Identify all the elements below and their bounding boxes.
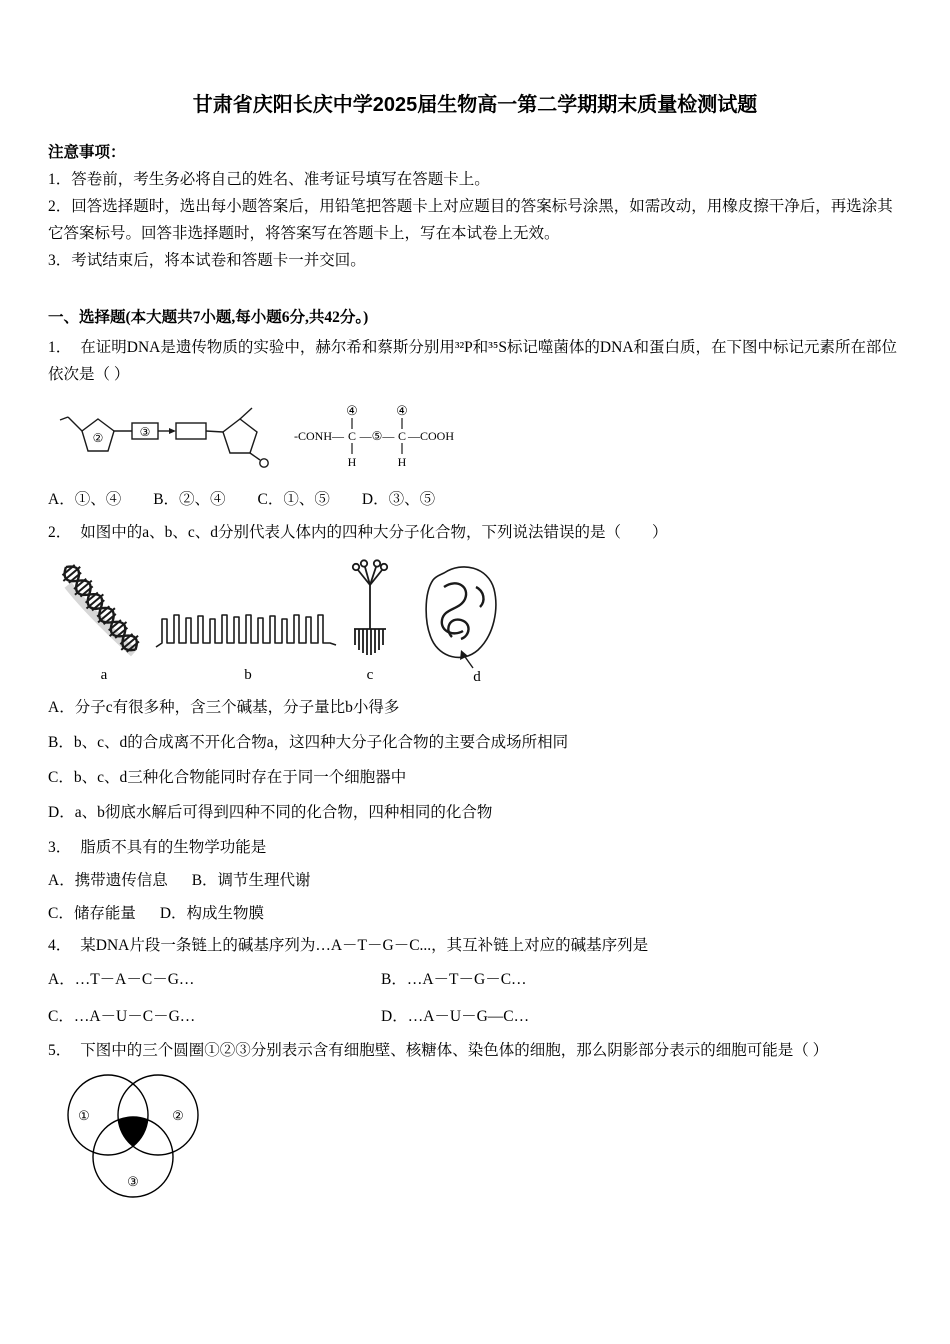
q4-option-d: D．…A－U－G—C… <box>381 1008 530 1026</box>
molecule-d-blob <box>426 567 496 658</box>
molecule-c-label: c <box>366 666 374 683</box>
question-4-options <box>48 967 902 1031</box>
q3-option-b: B．调节生理代谢 <box>191 871 311 889</box>
notice-item-1: 1．答卷前，考生务必将自己的姓名、准考证号填写在答题卡上。 <box>48 170 490 188</box>
question-3 <box>48 835 902 928</box>
notice-section <box>48 140 902 275</box>
question-3-stem <box>48 835 902 862</box>
molecule-b-label: b <box>244 666 252 683</box>
question-2 <box>48 520 902 827</box>
question-4 <box>48 933 902 1031</box>
notice-item-3: 3．考试结束后，将本试卷和答题卡一并交回。 <box>48 251 366 269</box>
amino-top-right-label: ④ <box>396 402 408 418</box>
carbon-left: C <box>347 428 357 443</box>
question-4-stem <box>48 933 902 960</box>
question-5-number: 5． <box>48 1042 72 1060</box>
question-2-text: 如图中的a、b、c、d分别代表人体内的四种大分子化合物，下列说法错误的是（ ） <box>80 523 668 541</box>
q2-option-a: A．分子c有很多种，含三个碱基，分子量比b小得多 <box>48 698 400 716</box>
peptide-chain-left: -CONH— <box>294 428 344 443</box>
hydrogen-right: H <box>397 454 407 469</box>
molecule-a-dna-helix <box>58 560 144 657</box>
q4-option-a: A．…T－A－C－G… <box>48 971 195 989</box>
q3-option-c: C．储存能量 <box>48 904 136 922</box>
question-1-options <box>48 487 902 514</box>
venn-circle-2 <box>118 1075 198 1155</box>
q1-option-a: A．①、④ <box>48 490 122 508</box>
question-3-number: 3． <box>48 838 72 856</box>
nucleotide-chain-drawing <box>60 408 268 467</box>
notice-heading: 注意事项： <box>48 144 126 161</box>
section-heading: 一、选择题(本大题共7小题,每小题6分,共42分。) <box>48 308 369 326</box>
question-5-stem <box>48 1038 902 1065</box>
phosphate-box-label: ③ <box>139 424 151 439</box>
q2-option-d: D．a、b彻底水解后可得到四种不同的化合物，四种相同的化合物 <box>48 803 493 821</box>
question-1-number: 1． <box>48 338 72 356</box>
page-title: 甘肃省庆阳长庆中学2025届生物高一第二学期期末质量检测试题 <box>192 94 758 116</box>
question-3-options-row-1 <box>48 868 902 895</box>
q4-option-b: B．…A－T－G－C… <box>381 971 527 989</box>
venn-label-1: ① <box>78 1108 90 1124</box>
q2-option-b: B．b、c、d的合成离不开化合物a，这四种大分子化合物的主要合成场所相同 <box>48 733 569 751</box>
question-1-text: 在证明DNA是遗传物质的实验中，赫尔希和蔡斯分别用³²P和³⁵S标记噬菌体的DNA和蛋白质，在下图中标记元素所在部位依次是（ ） <box>48 338 898 383</box>
question-4-text: 某DNA片段一条链上的碱基序列为…A－T－G－C...，其互补链上对应的碱基序列是 <box>80 937 649 955</box>
hydrogen-left: H <box>347 454 357 469</box>
q4-option-c: C．…A－U－C－G… <box>48 1008 196 1026</box>
question-2-stem <box>48 520 902 547</box>
q2-macromolecules-figure <box>52 557 507 687</box>
question-2-number: 2． <box>48 523 72 541</box>
question-1 <box>48 335 902 514</box>
q3-option-d: D．构成生物膜 <box>159 904 265 922</box>
q1-option-d: D．③、⑤ <box>361 490 436 508</box>
notice-item-2: 2．回答选择题时，选出每小题答案后，用铅笔把答题卡上对应题目的答案标号涂黑，如需改动，用橡皮擦干净后，再选涂其它答案标号。回答非选择题时，将答案写在答题卡上，写在本试卷上无效。 <box>48 197 893 242</box>
molecule-c-branched <box>353 560 387 655</box>
venn-label-2: ② <box>172 1108 184 1124</box>
molecule-d-label: d <box>473 668 481 685</box>
carbon-right: C <box>397 428 407 443</box>
q3-option-a: A．携带遗传信息 <box>48 871 168 889</box>
question-5-text: 下图中的三个圆圈①②③分别表示含有细胞壁、核糖体、染色体的细胞，那么阴影部分表示的细胞可能是（ ） <box>80 1042 829 1060</box>
pentagon-label: ② <box>92 430 104 445</box>
q2-option-c: C．b、c、d三种化合物能同时存在于同一个细胞器中 <box>48 768 407 786</box>
question-3-text: 脂质不具有的生物学功能是 <box>80 838 267 856</box>
peptide-chain-right: —COOH <box>408 428 455 443</box>
question-4-number: 4． <box>48 937 72 955</box>
amino-top-left-label: ④ <box>346 402 358 418</box>
q1-nucleotide-peptide-figure <box>52 399 482 479</box>
peptide-chain-mid: —⑤— <box>359 428 395 443</box>
venn-label-3: ③ <box>127 1174 139 1190</box>
question-3-options-row-2 <box>48 901 902 928</box>
q1-option-b: B．②、④ <box>153 490 226 508</box>
molecule-a-label: a <box>100 666 108 683</box>
question-5 <box>48 1038 902 1223</box>
q1-option-c: C．①、⑤ <box>257 490 330 508</box>
question-1-stem <box>48 335 902 389</box>
molecule-b-chain <box>156 615 336 647</box>
q5-venn-figure <box>54 1073 264 1223</box>
